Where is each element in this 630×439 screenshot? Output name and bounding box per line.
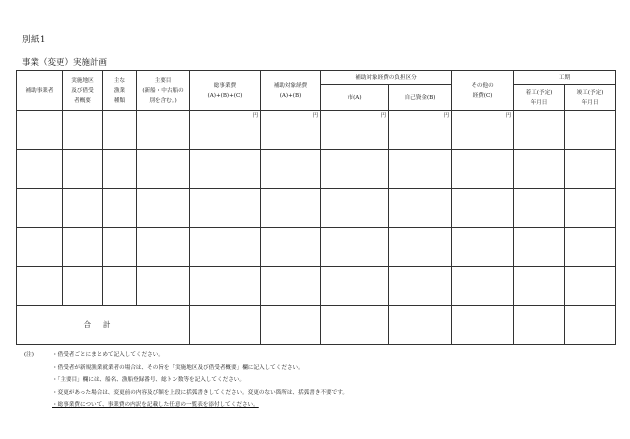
- note-text: ・変更があった場合は、変更前の内容及び額を上段に括弧書きしてください。変更のない箇所は、括弧書き不要です。: [52, 389, 348, 396]
- cell-vessel[interactable]: [137, 111, 190, 150]
- header-total-cost: 総事業費 (A)+(B)+(C): [190, 71, 261, 111]
- note-text: ・総事業費について、事業費の内訳を記載した任意の一覧表を添付してください。: [52, 402, 259, 409]
- cell-vessel[interactable]: [137, 150, 190, 189]
- yen-unit: 円: [443, 113, 450, 119]
- total-cell-other-cost[interactable]: [452, 306, 514, 345]
- yen-unit: 円: [312, 113, 318, 119]
- implementation-plan-table: [16, 70, 616, 345]
- cell-region[interactable]: [63, 150, 103, 189]
- note-line: [24, 362, 348, 375]
- cell-start-date[interactable]: [514, 228, 565, 267]
- cell-region[interactable]: [63, 111, 103, 150]
- plan-title: 事業（変更）実施計画: [22, 58, 108, 68]
- cell-start-date[interactable]: [514, 267, 565, 306]
- header-main-vessel: 主要目 (新船・中古船の 別を含む。): [137, 71, 190, 111]
- cell-operator[interactable]: [17, 228, 63, 267]
- yen-unit: 円: [380, 113, 386, 119]
- cell-subsidy-cost[interactable]: [261, 267, 321, 306]
- cell-start-date[interactable]: [514, 189, 565, 228]
- note-text: ・借受者が新規漁業就業者の場合は、その旨を「実施地区及び借受者概要」欄に記入してください。: [52, 364, 304, 371]
- header-own-funds: 自己資金(B): [389, 85, 452, 111]
- total-row: [17, 306, 616, 345]
- cell-subsidy-cost[interactable]: [261, 150, 321, 189]
- cell-completion-date[interactable]: [565, 267, 616, 306]
- cell-completion-date[interactable]: [565, 228, 616, 267]
- cell-region[interactable]: [63, 228, 103, 267]
- cell-start-date[interactable]: [514, 150, 565, 189]
- total-cell-total-cost[interactable]: [190, 306, 261, 345]
- header-other-cost: その他の 経費(C): [452, 71, 514, 111]
- header-main-fishery: 主な 漁業 種類: [103, 71, 137, 111]
- yen-unit: 円: [252, 113, 258, 119]
- notes-section: [24, 349, 348, 412]
- note-text: ・借受者ごとにまとめて記入してください。: [52, 352, 164, 358]
- note-text: ・「主要目」欄には、船名、漁船登録番号、総トン数等を記入してください。: [52, 377, 245, 384]
- cell-city[interactable]: [321, 189, 389, 228]
- note-line: [24, 349, 348, 362]
- cell-fishery[interactable]: [103, 228, 137, 267]
- cell-own-funds[interactable]: [389, 150, 452, 189]
- cell-own-funds[interactable]: [389, 111, 452, 150]
- cell-fishery[interactable]: [103, 267, 137, 306]
- cell-subsidy-cost[interactable]: [261, 228, 321, 267]
- total-cell-own-funds[interactable]: [389, 306, 452, 345]
- cell-fishery[interactable]: [103, 111, 137, 150]
- table-row: [17, 150, 616, 189]
- header-completion-date: 竣工(予定) 年月日: [565, 85, 616, 111]
- cell-vessel[interactable]: [137, 189, 190, 228]
- cell-subsidy-cost[interactable]: [261, 189, 321, 228]
- header-burden-group: 補助対象経費の負担区分: [321, 71, 452, 85]
- header-period: 工期: [514, 71, 616, 85]
- cell-start-date[interactable]: [514, 111, 565, 150]
- note-line: [24, 374, 348, 387]
- cell-operator[interactable]: [17, 150, 63, 189]
- cell-total-cost[interactable]: [190, 267, 261, 306]
- cell-own-funds[interactable]: [389, 189, 452, 228]
- cell-operator[interactable]: [17, 189, 63, 228]
- total-cell-city[interactable]: [321, 306, 389, 345]
- cell-other-cost[interactable]: [452, 111, 514, 150]
- total-cell-subsidy-cost[interactable]: [261, 306, 321, 345]
- table-row: [17, 111, 616, 150]
- total-cell-start-date[interactable]: [514, 306, 565, 345]
- header-region-beneficiary: 実施地区 及び借受 者概要: [63, 71, 103, 111]
- cell-fishery[interactable]: [103, 150, 137, 189]
- cell-other-cost[interactable]: [452, 267, 514, 306]
- cell-city[interactable]: [321, 228, 389, 267]
- total-cell-completion-date[interactable]: [565, 306, 616, 345]
- document-label: 別紙1: [22, 35, 46, 45]
- header-subsidy-cost: 補助対象経費 (A)+(B): [261, 71, 321, 111]
- cell-completion-date[interactable]: [565, 150, 616, 189]
- notes-prefix: (注): [24, 352, 34, 358]
- cell-city[interactable]: [321, 111, 389, 150]
- cell-other-cost[interactable]: [452, 189, 514, 228]
- cell-total-cost[interactable]: [190, 150, 261, 189]
- cell-vessel[interactable]: [137, 228, 190, 267]
- cell-region[interactable]: [63, 189, 103, 228]
- cell-total-cost[interactable]: [190, 189, 261, 228]
- cell-own-funds[interactable]: [389, 267, 452, 306]
- cell-city[interactable]: [321, 150, 389, 189]
- header-operator: 補助事業者: [17, 71, 63, 111]
- cell-vessel[interactable]: [137, 267, 190, 306]
- cell-operator[interactable]: [17, 267, 63, 306]
- total-label: 合計: [17, 306, 190, 345]
- cell-other-cost[interactable]: [452, 228, 514, 267]
- header-city: 市(A): [321, 85, 389, 111]
- note-line: [24, 387, 348, 400]
- table-row: [17, 189, 616, 228]
- cell-completion-date[interactable]: [565, 189, 616, 228]
- cell-fishery[interactable]: [103, 189, 137, 228]
- cell-total-cost[interactable]: [190, 111, 261, 150]
- note-line: [24, 399, 348, 412]
- cell-other-cost[interactable]: [452, 150, 514, 189]
- cell-city[interactable]: [321, 267, 389, 306]
- cell-operator[interactable]: [17, 111, 63, 150]
- table-row: [17, 228, 616, 267]
- cell-own-funds[interactable]: [389, 228, 452, 267]
- yen-unit: 円: [505, 113, 512, 119]
- cell-region[interactable]: [63, 267, 103, 306]
- header-start-date: 着工(予定) 年月日: [514, 85, 565, 111]
- cell-subsidy-cost[interactable]: [261, 111, 321, 150]
- cell-completion-date[interactable]: [565, 111, 616, 150]
- cell-total-cost[interactable]: [190, 228, 261, 267]
- table-row: [17, 267, 616, 306]
